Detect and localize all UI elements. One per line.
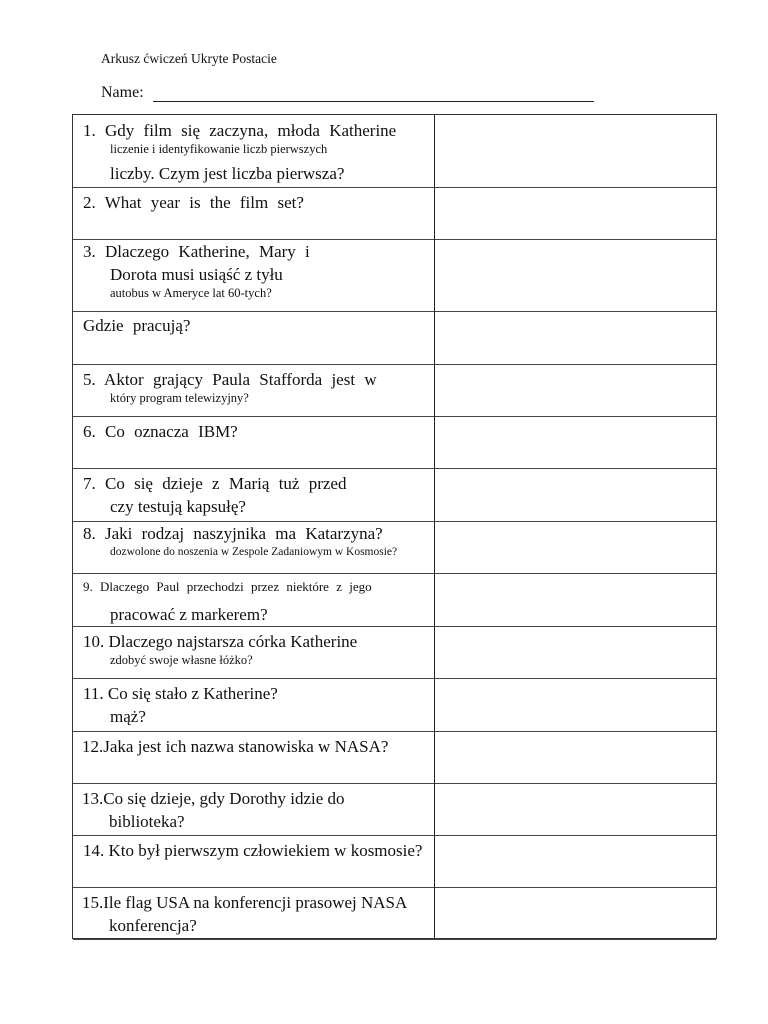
question-subtext: liczenie i identyfikowanie liczb pierwszych bbox=[110, 142, 328, 156]
question-text-continued: biblioteka? bbox=[109, 812, 185, 831]
question-text: 10. Dlaczego najstarsza córka Katherine bbox=[83, 632, 358, 651]
question-text: 13.Co się dzieje, gdy Dorothy idzie do bbox=[82, 789, 345, 808]
question-text: 14. Kto był pierwszym człowiekiem w kosmosie? bbox=[83, 841, 423, 860]
question-text: 12.Jaka jest ich nazwa stanowiska w NASA? bbox=[82, 737, 389, 756]
question-text: 15.Ile flag USA na konferencji prasowej NASA bbox=[82, 893, 408, 912]
name-label: Name: bbox=[101, 84, 144, 101]
question-text: 9. Dlaczego Paul przechodzi przez niektóre z jego bbox=[83, 579, 372, 594]
question-text-continued: pracować z markerem? bbox=[110, 605, 268, 624]
question-text: 11. Co się stało z Katherine? bbox=[83, 684, 278, 703]
question-row-6 bbox=[73, 416, 716, 469]
question-row-2 bbox=[73, 187, 716, 240]
question-row-5 bbox=[73, 364, 716, 417]
question-subtext: autobus w Ameryce lat 60-tych? bbox=[110, 286, 272, 300]
question-row-8 bbox=[73, 521, 716, 574]
question-text-continued: Dorota musi usiąść z tyłu bbox=[110, 265, 283, 284]
question-row-7 bbox=[73, 468, 716, 522]
worksheet-title: Arkusz ćwiczeń Ukryte Postacie bbox=[101, 51, 277, 66]
question-row-4 bbox=[73, 311, 716, 365]
question-row-10 bbox=[73, 626, 716, 679]
question-text: 7. Co się dzieje z Marią tuż przed bbox=[83, 474, 347, 493]
question-text-continued: konferencja? bbox=[109, 916, 197, 935]
question-row-3 bbox=[73, 239, 716, 312]
name-answer-line bbox=[153, 101, 594, 102]
question-text: Gdzie pracują? bbox=[83, 316, 191, 335]
question-text: 1. Gdy film się zaczyna, młoda Katherine bbox=[83, 121, 397, 140]
question-row-1 bbox=[73, 115, 716, 188]
answer-column-divider bbox=[434, 114, 435, 939]
question-text: 8. Jaki rodzaj naszyjnika ma Katarzyna? bbox=[83, 524, 383, 543]
question-subtext: który program telewizyjny? bbox=[110, 391, 249, 405]
question-row-11 bbox=[73, 678, 716, 732]
question-text: 6. Co oznacza IBM? bbox=[83, 422, 238, 441]
question-row-9 bbox=[73, 573, 716, 627]
question-text-continued: czy testują kapsułę? bbox=[110, 497, 246, 516]
questions-table bbox=[72, 114, 717, 939]
question-subtext: zdobyć swoje własne łóżko? bbox=[110, 653, 253, 667]
question-text: 2. What year is the film set? bbox=[83, 193, 304, 212]
question-text-continued: liczby. Czym jest liczba pierwsza? bbox=[110, 164, 345, 183]
question-text-continued: mąż? bbox=[110, 707, 146, 726]
question-text: 3. Dlaczego Katherine, Mary i bbox=[83, 242, 310, 261]
question-subtext: dozwolone do noszenia w Zespole Zadaniowym w Kosmosie? bbox=[110, 546, 398, 558]
question-row-12 bbox=[73, 731, 716, 784]
question-row-14 bbox=[73, 835, 716, 888]
question-text: 5. Aktor grający Paula Stafforda jest w bbox=[83, 370, 377, 389]
question-row-13 bbox=[73, 783, 716, 836]
question-row-15 bbox=[73, 887, 716, 940]
